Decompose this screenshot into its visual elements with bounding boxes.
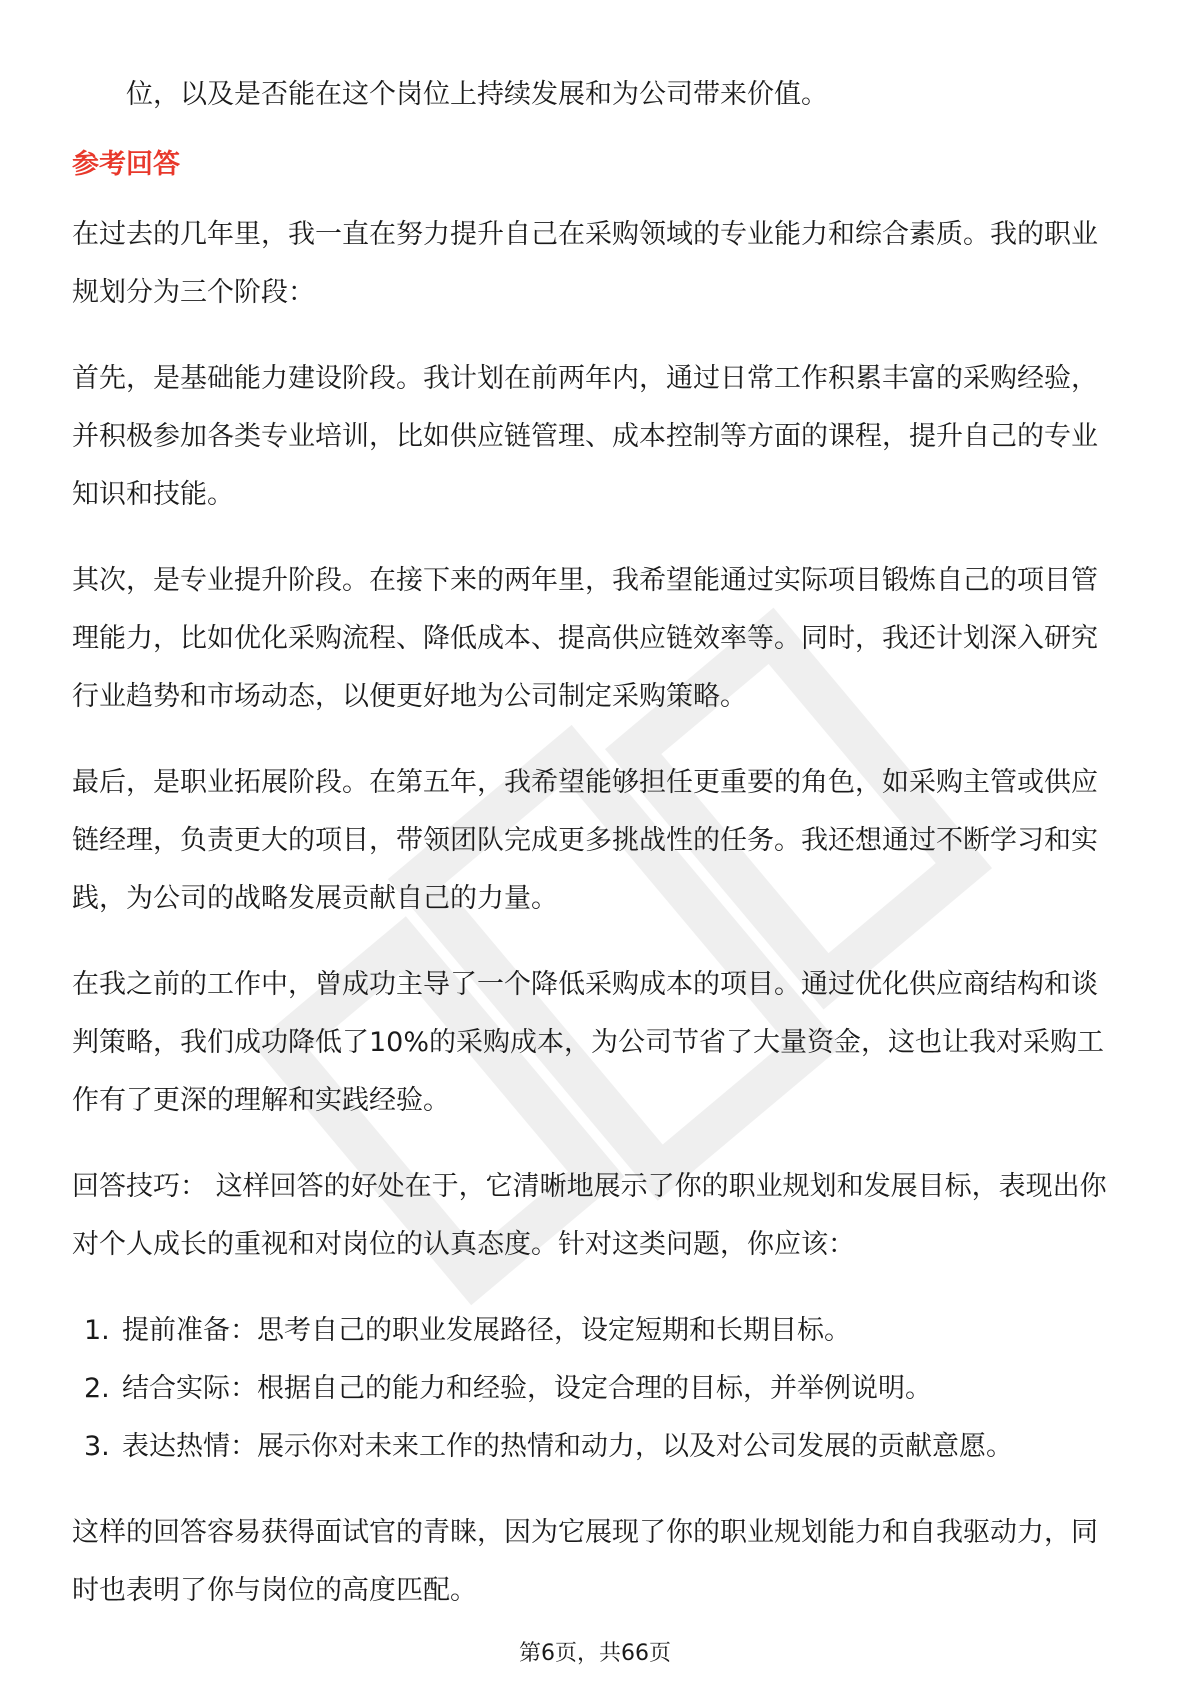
page-number: 第6页，共66页 [519,1641,671,1666]
list-item [84,1302,1118,1360]
paragraph-experience: 在我之前的工作中，曾成功主导了一个降低采购成本的项目。通过优化供应商结构和谈判策略，我们成功降低了10%的采购成本，为公司节省了大量资金，这也让我对采购工作有了更深的理解和实践经验。 [72,969,1105,1116]
list-number: 3. [84,1431,110,1462]
list-text: 表达热情：展示你对未来工作的热情和动力，以及对公司发展的贡献意愿。 [122,1431,1013,1462]
tips-list [72,1302,1118,1476]
list-text: 结合实际：根据自己的能力和经验，设定合理的目标，并举例说明。 [122,1373,932,1404]
document-body [72,66,1118,1620]
continuation-text: 位，以及是否能在这个岗位上持续发展和为公司带来价值。 [126,79,828,110]
paragraph-closing: 这样的回答容易获得面试官的青睐，因为它展现了你的职业规划能力和自我驱动力，同时也表明了你与岗位的高度匹配。 [72,1517,1098,1606]
list-item [84,1418,1118,1476]
paragraph-tips-intro: 回答技巧： 这样回答的好处在于，它清晰地展示了你的职业规划和发展目标，表现出你对个人成长的重视和对岗位的认真态度。针对这类问题，你应该： [72,1171,1107,1260]
paragraph-stage-three: 最后，是职业拓展阶段。在第五年，我希望能够担任更重要的角色，如采购主管或供应链经理，负责更大的项目，带领团队完成更多挑战性的任务。我还想通过不断学习和实践，为公司的战略发展贡献自己的力量。 [72,767,1098,914]
list-number: 1. [84,1315,110,1346]
paragraph-stage-one: 首先，是基础能力建设阶段。我计划在前两年内，通过日常工作积累丰富的采购经验，并积极参加各类专业培训，比如供应链管理、成本控制等方面的课程，提升自己的专业知识和技能。 [72,363,1098,510]
list-text: 提前准备：思考自己的职业发展路径，设定短期和长期目标。 [122,1315,851,1346]
list-item [84,1360,1118,1418]
paragraph-stage-two: 其次，是专业提升阶段。在接下来的两年里，我希望能通过实际项目锻炼自己的项目管理能力，比如优化采购流程、降低成本、提高供应链效率等。同时，我还计划深入研究行业趋势和市场动态，以便更好地为公司制定采购策略。 [72,565,1098,712]
list-number: 2. [84,1373,110,1404]
paragraph-intro: 在过去的几年里，我一直在努力提升自己在采购领域的专业能力和综合素质。我的职业规划分为三个阶段： [72,219,1098,308]
section-heading: 参考回答 [72,149,180,180]
